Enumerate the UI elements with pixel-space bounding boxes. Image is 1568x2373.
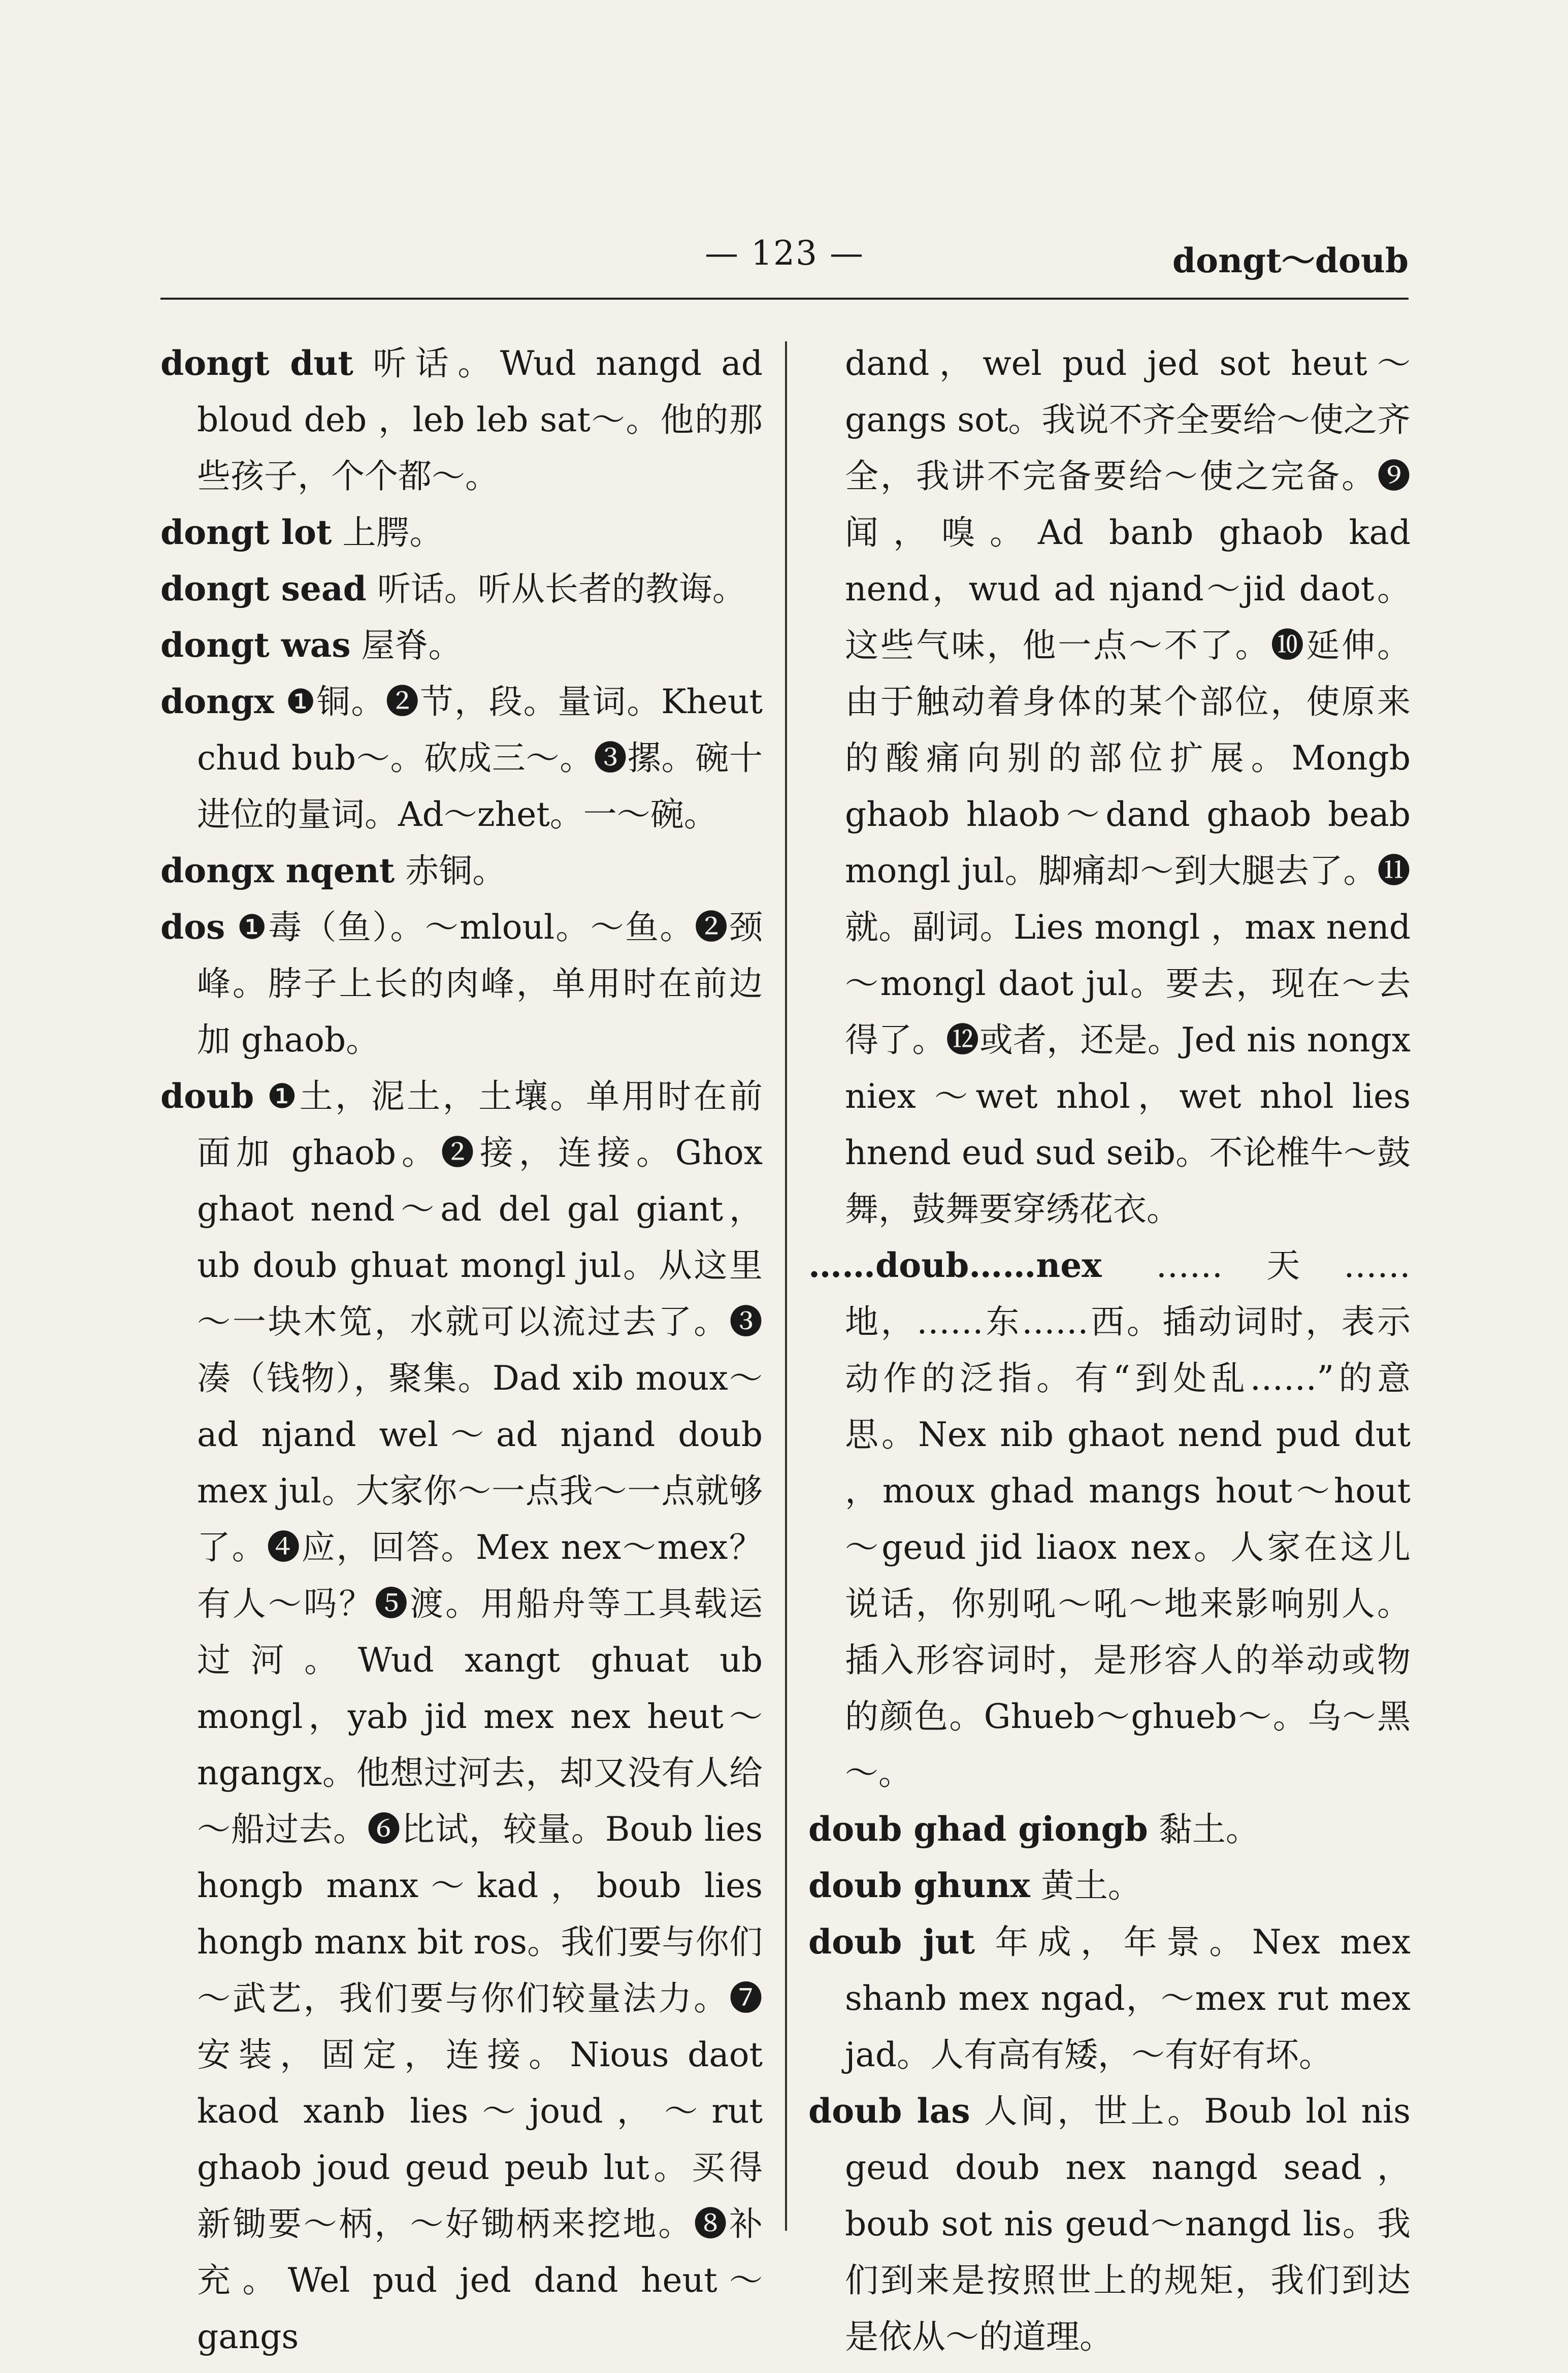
entry-definition: 黄土。 <box>1030 1866 1141 1905</box>
dictionary-entry <box>160 617 763 674</box>
entry-definition: dand，wel pud jed sot heut～gangs sot。我说不齐全要给～使之齐全，我讲不完备要给～使之完备。❾闻，嗅。Ad banb ghaob kad nend，wud ad njand～jid daot。这些气味，他一点～不了。❿延伸。由于触动着身体的某个部位，使原来的酸痛向别的部位扩展。Mongb ghaob hlaob～dand ghaob beab mongl jul。脚痛却～到大腿去了。⓫就。副词。Lies mongl ，max nend～mongl daot jul。要去，现在～去得了。⓬或者，还是。Jed nis nongx niex ～wet nhol，wet nhol lies hnend eud sud seib。不论椎牛～鼓舞，鼓舞要穿绣花衣。 <box>845 344 1411 1229</box>
dictionary-entry <box>808 1914 1411 2083</box>
dictionary-entry <box>160 674 763 843</box>
entry-headword: dongt sead <box>160 569 367 608</box>
column-divider <box>785 341 787 2231</box>
entry-definition: 黏土。 <box>1148 1810 1259 1849</box>
header-rule <box>160 298 1409 300</box>
entry-definition: 屋脊。 <box>350 626 462 665</box>
entry-headword: doub <box>160 1076 254 1116</box>
entry-headword: dongx nqent <box>160 851 395 890</box>
entry-definition: 听话。听从长者的教诲。 <box>366 569 746 608</box>
entry-headword: doub ghad giongb <box>808 1809 1148 1849</box>
dictionary-entry <box>160 504 763 561</box>
entry-headword: dongx <box>160 682 274 721</box>
entry-definition: 听话。Wud nangd ad bloud deb ，leb leb sat～。他的那些孩子，个个都～。 <box>197 344 763 496</box>
right-column <box>808 335 1411 2365</box>
entry-headword: dongt dut <box>160 343 353 383</box>
entry-headword: dos <box>160 907 225 947</box>
entry-definition: ❶毒（鱼）。～mloul。～鱼。❷颈峰。脖子上长的肉峰，单用时在前边加 ghaob。 <box>197 908 763 1060</box>
running-head: dongt～doub <box>1172 241 1409 280</box>
entry-definition: 上腭。 <box>332 513 443 552</box>
entry-definition: 赤铜。 <box>395 851 506 890</box>
page-header <box>160 218 1409 295</box>
dictionary-entry <box>160 561 763 617</box>
dictionary-entry <box>808 2083 1411 2365</box>
entry-definition: 人间，世上。Boub lol nis geud doub nex nangd sead，boub sot nis geud～nangd lis。我们到来是按照世上的规矩，我们到达是依从～的道理。 <box>845 2092 1411 2356</box>
dictionary-entry <box>160 1068 763 2365</box>
dictionary-entry <box>808 335 1411 1237</box>
page-number: — 123 — <box>705 234 864 273</box>
entry-headword: dongt lot <box>160 512 332 552</box>
entry-headword: doub jut <box>808 1922 975 1962</box>
entry-definition: ……天……地，……东……西。插动词时，表示动作的泛指。有“到处乱……”的意思。Nex nib ghaot nend pud dut ，moux ghad mangs hout～hout～geud jid liaox nex。人家在这儿说话，你别吼～吼～地来影响别人。插入形容词时，是形容人的举动或物的颜色。Ghueb～ghueb～。乌～黑～。 <box>845 1246 1411 1792</box>
dictionary-entry <box>808 1237 1411 1801</box>
entry-definition: ❶铜。❷节，段。量词。Kheut chud bub～。砍成三～。❸摞。碗十进位的量词。Ad～zhet。一～碗。 <box>197 682 763 834</box>
dictionary-entry <box>160 899 763 1068</box>
entry-headword: ……doub……nex <box>808 1245 1102 1285</box>
dictionary-entry <box>160 843 763 899</box>
dictionary-entry <box>160 335 763 504</box>
entry-definition: ❶土，泥土，土壤。单用时在前面加 ghaob。❷接，连接。Ghox ghaot nend～ad del gal giant，ub doub ghuat mongl jul。从这里～一块木笕，水就可以流过去了。❸凑（钱物），聚集。Dad xib moux～ad njand wel～ad njand doub mex jul。大家你～一点我～一点就够了。❹应，回答。Mex nex～mex？有人～吗？❺渡。用船舟等工具载运过河。Wud xangt ghuat ub mongl，yab jid mex nex heut～ngangx。他想过河去，却又没有人给～船过去。❻比试，较量。Boub lies hongb manx～kad，boub lies hongb manx bit ros。我们要与你们～武艺，我们要与你们较量法力。❼安装，固定，连接。Nious daot kaod xanb lies～joud，～rut ghaob joud geud peub lut。买得新锄要～柄，～好锄柄来挖地。❽补充。Wel pud jed dand heut～gangs <box>197 1077 763 2356</box>
entry-definition: 年成，年景。Nex mex shanb mex ngad，～mex rut mex jad。人有高有矮，～有好有坏。 <box>845 1922 1411 2074</box>
dictionary-entry <box>808 1801 1411 1857</box>
left-column <box>160 335 763 2365</box>
dictionary-entry <box>808 1857 1411 1914</box>
entry-headword: doub las <box>808 2091 970 2131</box>
entry-headword: dongt was <box>160 625 351 665</box>
entry-headword: doub ghunx <box>808 1866 1030 1905</box>
